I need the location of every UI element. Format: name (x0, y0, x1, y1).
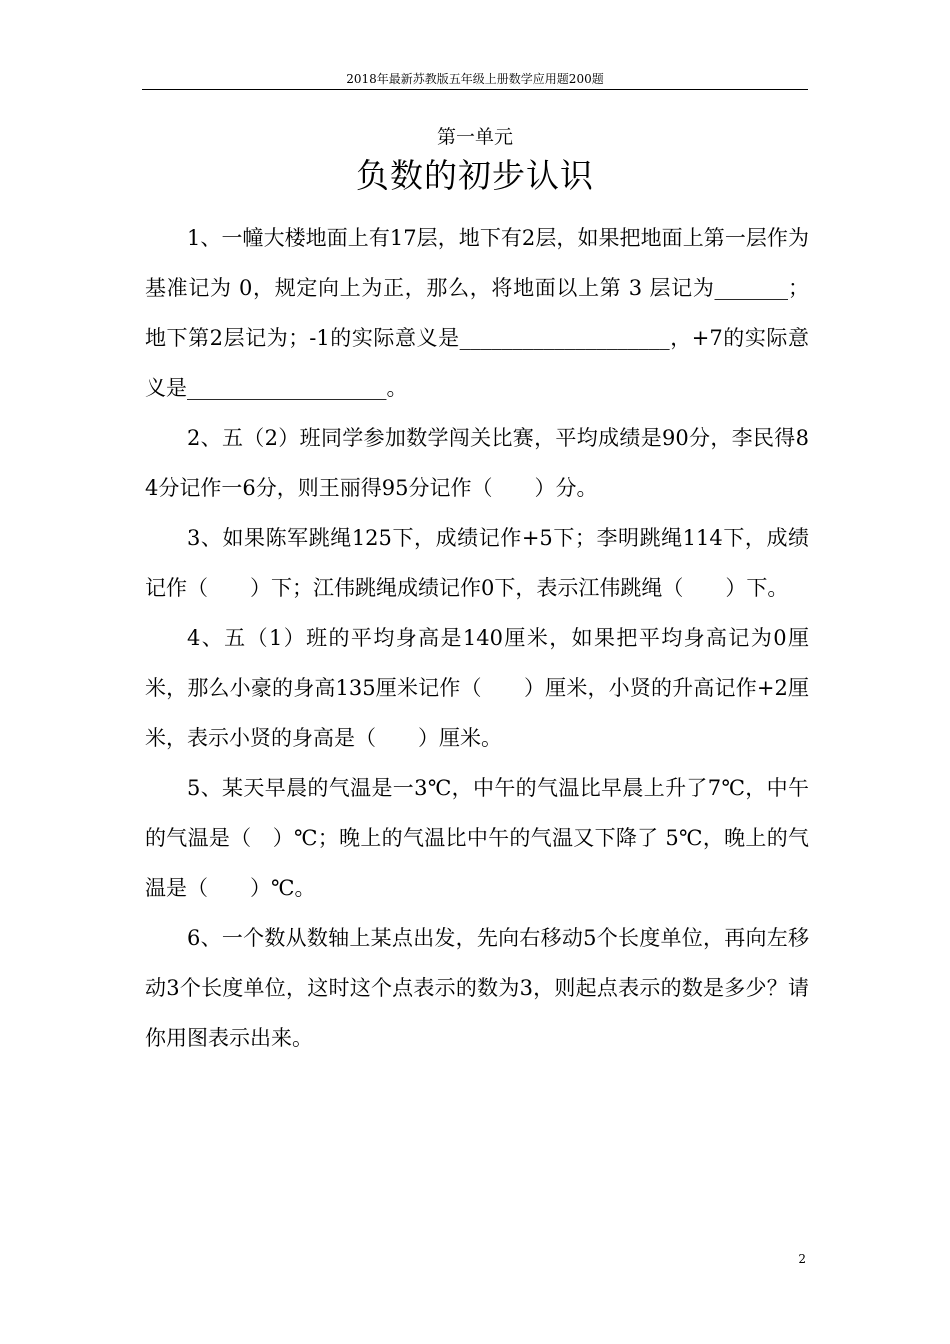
unit-label: 第一单元 (436, 126, 513, 148)
question-4: 4、五（1）班的平均身高是140厘米，如果把平均身高记为0厘米，那么小豪的身高135厘米记作（ ）厘米，小贤的升高记作+2厘米，表示小贤的身高是（ ）厘米。 (145, 626, 809, 750)
question-5: 5、某天早晨的气温是一3℃，中午的气温比早晨上升了7℃，中午的气温是（ ）℃；晚上的气温比中午的气温又下降了 5℃，晚上的气温是（ ）℃。 (145, 776, 809, 900)
question-2: 2、五（2）班同学参加数学闯关比赛，平均成绩是90分，李民得84分记作一6分，则王丽得95分记作（ ）分。 (145, 426, 809, 500)
running-header (142, 72, 808, 90)
question-3: 3、如果陈军跳绳125下，成绩记作+5下；李明跳绳114下，成绩记作（ ）下；江伟跳绳成绩记作0下，表示江伟跳绳（ ）下。 (145, 526, 809, 600)
running-header-title: 2018年最新苏教版五年级上册数学应用题200题 (346, 72, 604, 86)
chapter-title: 负数的初步认识 (356, 156, 594, 195)
question-1: 1、一幢大楼地面上有17层，地下有2层，如果把地面上第一层作为基准记为 0，规定向上为正，那么，将地面以上第 3 层记为_______；地下第2层记为；-1的实际意义是____________________，+7的实际意义是___________________。 (145, 226, 809, 400)
question-6: 6、一个数从数轴上某点出发，先向右移动5个长度单位，再向左移动3个长度单位，这时这个点表示的数为3，则起点表示的数是多少？请你用图表示出来。 (145, 926, 809, 1050)
page-number: 2 (798, 1252, 806, 1266)
question-list (145, 213, 809, 1063)
